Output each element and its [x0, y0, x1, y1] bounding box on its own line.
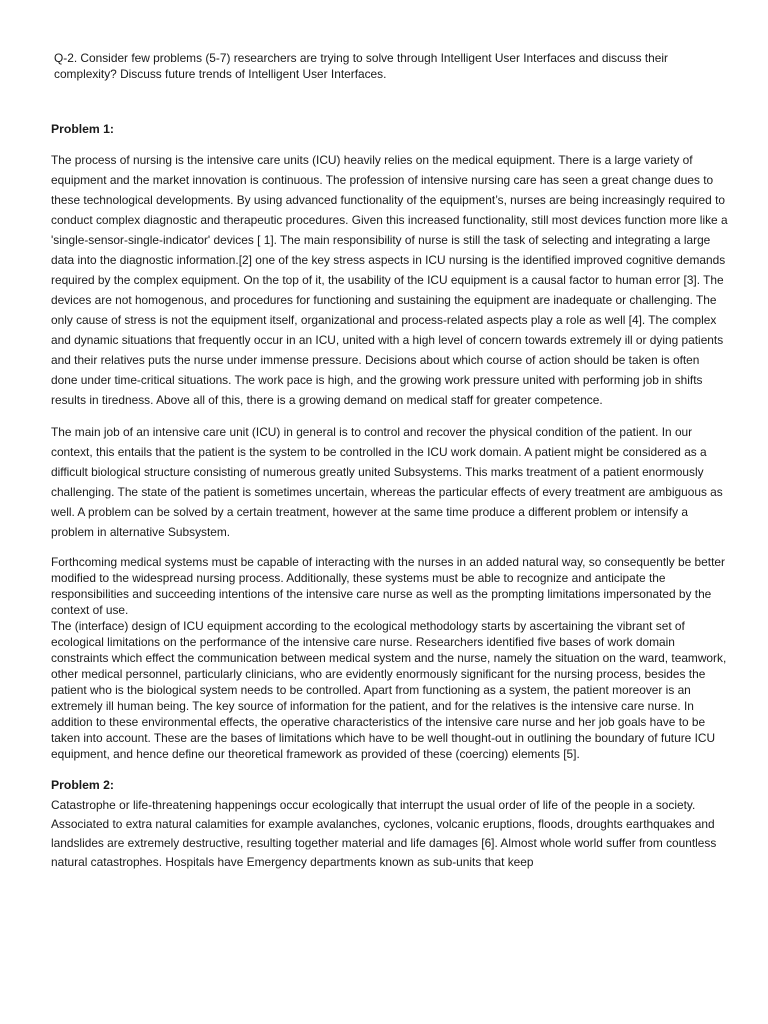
problem-1-paragraph-2: The main job of an intensive care unit (ICU) in general is to control and recover the physical condition of the patient. In our context, this entails that the patient is the system to be controlled in the ICU work domain. A patient might be considered as a difficult biological structure consisting of numerous greatly united Subsystems. This marks treatment of a patient enormously challenging. The state of the patient is sometimes uncertain, whereas the particular effects of every treatment are ambiguous as well. A problem can be solved by a certain treatment, however at the same time produce a different problem or intensify a problem in alternative Subsystem.	[51, 425, 723, 539]
problem-1-paragraph-4: The (interface) design of ICU equipment according to the ecological methodology starts by ascertaining the vibrant set of ecological limitations on the performance of the intensive care nurse. Researchers identified five bases of work domain constraints which effect the communication between medical system and the nurse, namely the situation on the ward, teamwork, other medical personnel, particularly clinicians, who are evidently enormously significant for the nursing process, besides the patient who is the biological system needs to be controlled. Apart from functioning as a system, the patient moreover is an extremely ill human being. The key source of information for the patient, and for the relatives is the intensive care nurse. In addition to these environmental effects, the operative characteristics of the intensive care nurse and her job goals have to be taken into account. These are the bases of limitations which have to be well thought-out in outlining the boundary of future ICU equipment, and hence define our theoretical framework as provided of these (coercing) elements [5].	[51, 619, 727, 761]
question-text: Q-2. Consider few problems (5-7) researchers are trying to solve through Intelligent User Interfaces and discuss their complexity? Discuss future trends of Intelligent User Interfaces.	[54, 51, 668, 81]
problem-2-paragraph-1: Catastrophe or life-threatening happenings occur ecologically that interrupt the usual order of life of the people in a society. Associated to extra natural calamities for example avalanches, cyclones, volcanic eruptions, floods, droughts earthquakes and landslides are extremely destructive, resulting together material and life damages [6]. Almost whole world suffer from countless natural catastrophes. Hospitals have Emergency departments known as sub-units that keep	[51, 798, 717, 869]
problem-1-paragraph-1: The process of nursing is the intensive care units (ICU) heavily relies on the medical equipment. There is a large variety of equipment and the market innovation is continuous. The profession of intensive nursing care has seen a great change dues to these technological developments. By using advanced functionality of the equipment’s, nurses are being increasingly required to conduct complex diagnostic and therapeutic procedures. Given this increased functionality, still most devices function more like a 'single-sensor-single-indicator' devices [ 1]. The main responsibility of nurse is still the task of selecting and integrating a large data into the diagnostic information.[2] one of the key stress aspects in ICU nursing is the identified improved cognitive demands required by the complex equipment. On the top of it, the usability of the ICU equipment is a causal factor to human error [3]. The devices are not homogenous, and procedures for functioning and sustaining the equipment are inadequate or challenging. The only cause of stress is not the equipment itself, organizational and process-related aspects play a role as well [4]. The complex and dynamic situations that frequently occur in an ICU, united with a high level of concern towards extremely ill or dying patients and their relatives puts the nurse under immense pressure. Decisions about which course of action should be taken is often done under time-critical situations. The work pace is high, and the growing work pressure united with performing job in shifts results in tiredness. Above all of this, there is a growing demand on medical staff for greater competence.	[51, 153, 728, 407]
problem-2-heading: Problem 2:	[51, 778, 114, 792]
problem-1-paragraph-3: Forthcoming medical systems must be capable of interacting with the nurses in an added natural way, so consequently be better modified to the widespread nursing process. Additionally, these systems must be able to recognize and anticipate the responsibilities and succeeding intentions of the intensive care nurse as well as the prompting limitations impersonated by the context of use.	[51, 555, 725, 617]
problem-1-heading: Problem 1:	[51, 122, 114, 136]
